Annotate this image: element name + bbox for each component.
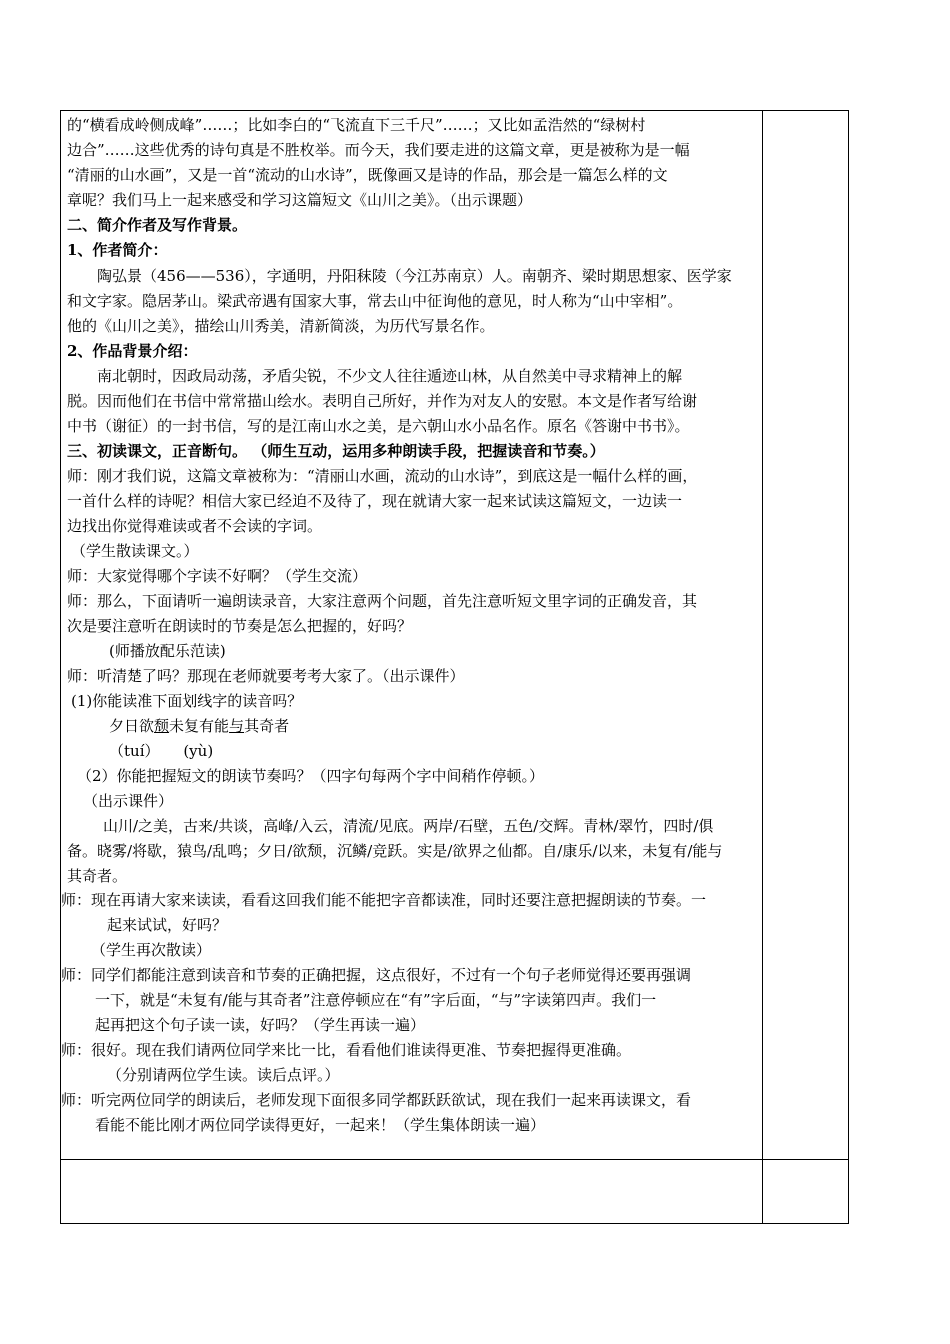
text-line: （学生再次散读） <box>91 941 212 959</box>
subsection-heading: 1、作者简介： <box>67 241 168 259</box>
text-line: 边找出你觉得难读或者不会读的字词。 <box>67 517 323 535</box>
text-line: (1)你能读准下面划线字的读音吗？ <box>71 692 303 710</box>
pinyin-line: （tuí） (yù) <box>109 742 214 760</box>
text-line: 师：很好。现在我们请两位同学来比一比，看看他们谁读得更准、节奏把握得更准确。 <box>61 1041 632 1059</box>
text-line: 一首什么样的诗呢？相信大家已经迫不及待了，现在就请大家一起来试读这篇短文，一边读一 <box>67 492 683 510</box>
text-line: 和文字家。隐居茅山。梁武帝遇有国家大事，常去山中征询他的意见，时人称为“山中宰相”。 <box>67 292 683 310</box>
example-text: 其奇者 <box>244 717 290 735</box>
subsection-heading: 2、作品背景介绍： <box>67 342 198 360</box>
text-line: 看能不能比刚才两位同学读得更好，一起来！（学生集体朗读一遍） <box>95 1116 546 1134</box>
text-line: 他的《山川之美》，描绘山川秀美，清新简淡，为历代写景名作。 <box>67 317 495 335</box>
underlined-char: 与 <box>229 717 245 735</box>
text-line: 师：刚才我们说，这篇文章被称为：“清丽山水画，流动的山水诗”，到底这是一幅什么样的画， <box>67 467 698 485</box>
text-line: 边合”……这些优秀的诗句真是不胜枚举。而今天，我们要走进的这篇文章，更是被称为是一幅 <box>67 141 690 159</box>
section-heading: 三、初读课文，正音断句。 （师生互动，运用多种朗读手段，把握读音和节奏。） <box>67 442 605 460</box>
text-line: 次是要注意听在朗读时的节奏是怎么把握的，好吗？ <box>67 617 413 635</box>
text-line: 其奇者。 <box>67 867 128 885</box>
row-divider <box>61 1159 848 1160</box>
example-text: 夕日欲 <box>109 717 155 735</box>
text-line: 师：那么，下面请听一遍朗读录音，大家注意两个问题，首先注意听短文里字词的正确发音，其 <box>67 592 698 610</box>
text-line: 师：同学们都能注意到读音和节奏的正确把握，这点很好，不过有一个句子老师觉得还要再强调 <box>61 966 692 984</box>
underlined-char: 颓 <box>154 717 170 735</box>
text-line: （学生散读课文。） <box>71 542 199 560</box>
text-line: (师播放配乐范读) <box>109 642 226 660</box>
text-line: （出示课件） <box>83 792 174 810</box>
text-line: 陶弘景（456——536），字通明，丹阳秣陵（今江苏南京）人。南朝齐、梁时期思想家、医学家 <box>97 267 732 285</box>
text-line: 章呢？我们马上一起来感受和学习这篇短文《山川之美》。（出示课题） <box>67 191 533 209</box>
text-line: 起再把这个句子读一读，好吗？（学生再读一遍） <box>95 1016 426 1034</box>
text-line: 的“横看成岭侧成峰”……；比如李白的“飞流直下三千尺”……；又比如孟浩然的“绿树村 <box>67 116 646 134</box>
lesson-plan-table <box>60 110 849 1224</box>
text-line: 中书（谢征）的一封书信，写的是江南山水之美，是六朝山水小品名作。原名《答谢中书书》。 <box>67 417 690 435</box>
section-heading: 二、简介作者及写作背景。 <box>67 216 248 234</box>
text-line: 南北朝时，因政局动荡，矛盾尖锐，不少文人往往遁迹山林，从自然美中寻求精神上的解 <box>97 367 683 385</box>
pronunciation-example <box>109 716 289 736</box>
text-line: 脱。因而他们在书信中常常描山绘水。表明自己所好，并作为对友人的安慰。本文是作者写给谢 <box>67 392 698 410</box>
text-line: （2）你能把握短文的朗读节奏吗？（四字句每两个字中间稍作停顿。） <box>77 767 545 785</box>
text-line: 师：现在再请大家来读读，看看这回我们能不能把字音都读准，同时还要注意把握朗读的节奏。一 <box>61 891 707 909</box>
text-line: 师：大家觉得哪个字读不好啊？（学生交流） <box>67 567 368 585</box>
text-line: 一下，就是“未复有/能与其奇者”注意停顿应在“有”字后面，“与”字读第四声。我们一 <box>95 991 657 1009</box>
example-text: 未复有能 <box>169 717 230 735</box>
text-line: （分别请两位学生读。读后点评。） <box>107 1066 340 1084</box>
text-line: 山川/之美，古来/共谈，高峰/入云，清流/见底。两岸/石壁，五色/交辉。青林/翠竹，四时/俱 <box>103 817 714 835</box>
text-line: 师：听清楚了吗？那现在老师就要考考大家了。（出示课件） <box>67 667 465 685</box>
text-line: 备。晓雾/将歇，猿鸟/乱鸣；夕日/欲颓，沉鳞/竞跃。实是/欲界之仙都。自/康乐/以来，未复有/能与 <box>67 842 723 860</box>
column-divider <box>762 111 763 1223</box>
text-line: “清丽的山水画”，又是一首“流动的山水诗”，既像画又是诗的作品，那会是一篇怎么样的文 <box>67 166 668 184</box>
text-line: 师：听完两位同学的朗读后，老师发现下面很多同学都跃跃欲试，现在我们一起来再读课文，看 <box>61 1091 692 1109</box>
text-line: 起来试试，好吗？ <box>107 916 228 934</box>
